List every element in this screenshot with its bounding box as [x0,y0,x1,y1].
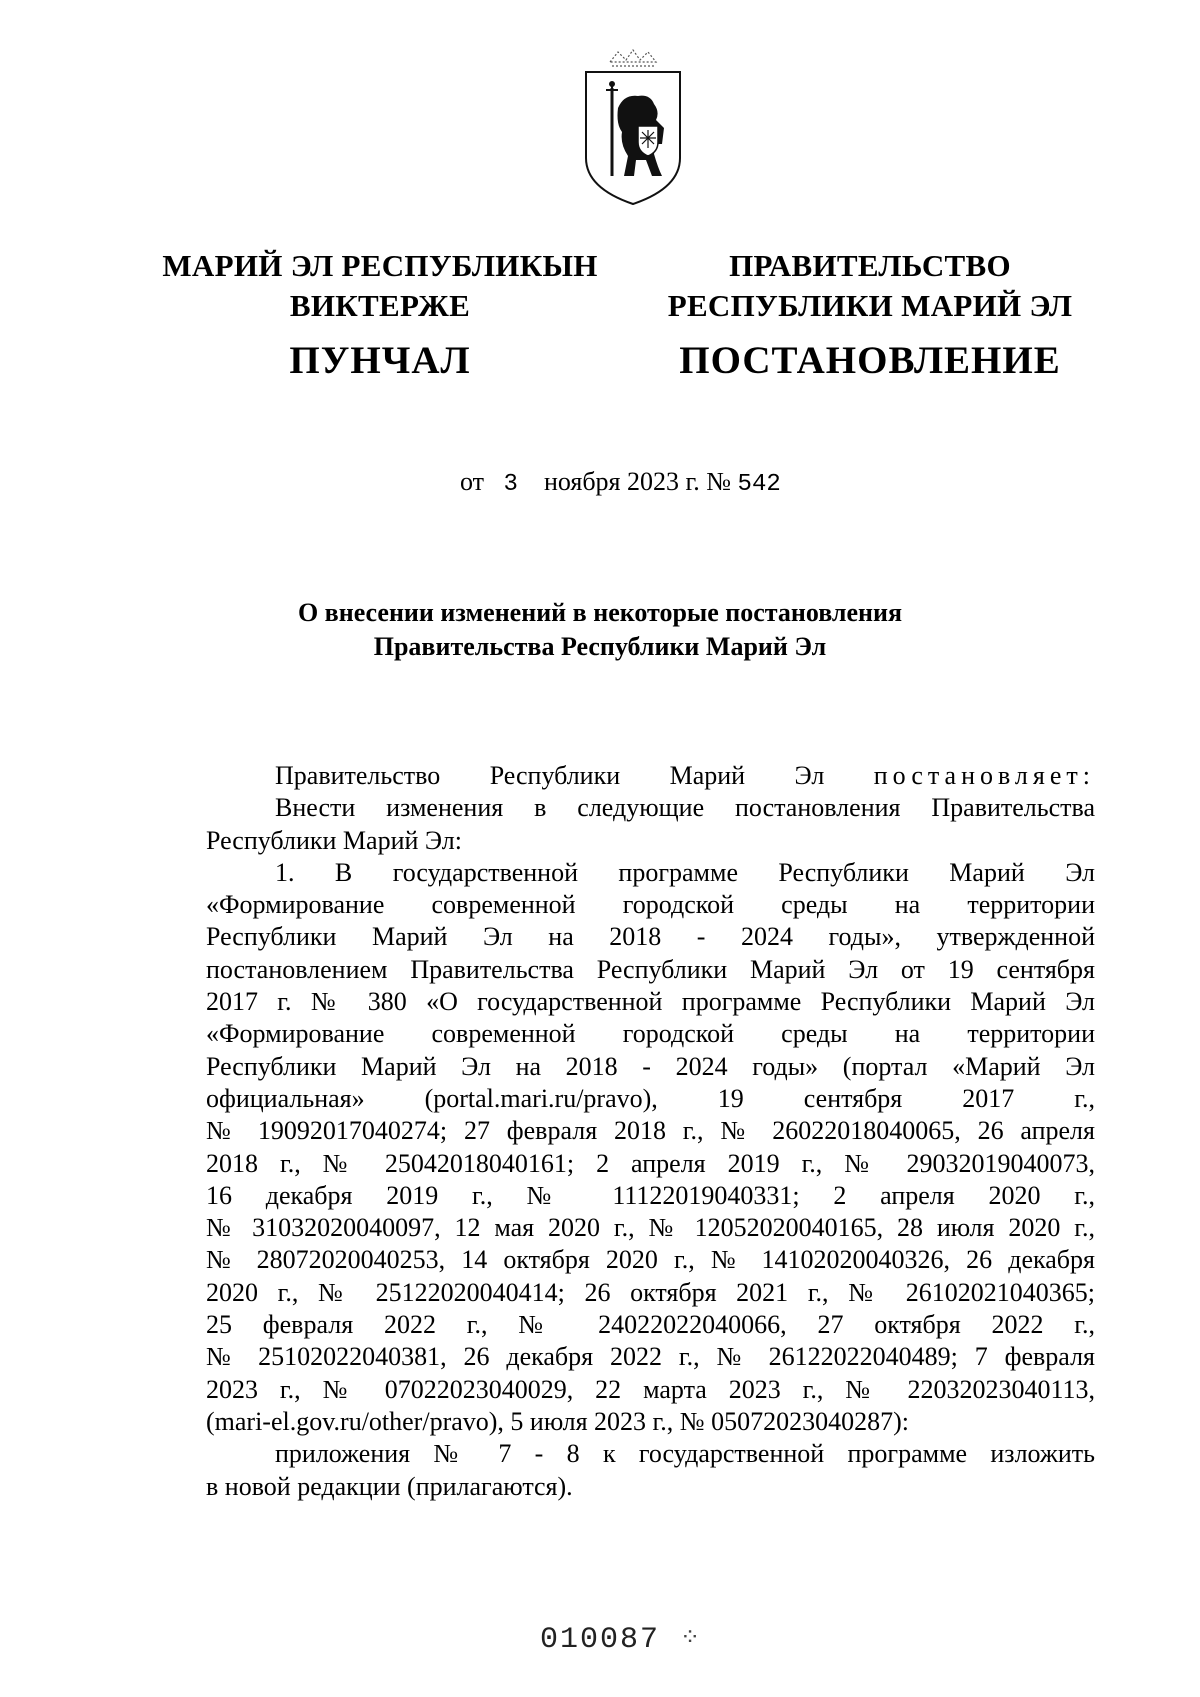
body-line: в новой редакции (прилагаются). [206,1471,573,1501]
stamp-mark-icon: ⁘ [680,1625,701,1651]
coat-of-arms-icon [578,48,688,208]
body-line: № 25102022040381, 26 декабря 2022 г., № 26122022040489; 7 февраля [206,1342,1095,1372]
body-line: 2023 г., № 07022023040029, 22 марта 2023 г., № 22032023040113, [206,1374,1095,1404]
body-line: (mari-el.gov.ru/other/pravo), 5 июля 2023 г., № 05072023040287): [206,1406,909,1436]
header-mari-line2: ВИКТЕРЖЕ [289,288,471,323]
header-russian [660,246,1080,384]
body-line: Республики Марий Эл на 2018 - 2024 годы» (портал «Марий Эл [206,1051,1095,1081]
title-line-2: Правительства Республики Марий Эл [373,632,827,661]
intro-line [206,760,1095,792]
document-title [200,596,1000,664]
body-line: 16 декабря 2019 г., № 11122019040331; 2 апреля 2020 г., [206,1180,1095,1210]
document-body [206,760,1095,1503]
intro-verb: постановляет: [873,761,1095,790]
date-prefix: от [460,467,485,496]
body-line: Республики Марий Эл на 2018 - 2024 годы», утвержденной [206,922,1095,952]
body-line: 2020 г., № 25122020040414; 26 октября 2021 г., № 26102021040365; [206,1277,1095,1307]
body-line: № 19092017040274; 27 февраля 2018 г., № 26022018040065, 26 апреля [206,1116,1095,1146]
header-russian-line1: ПРАВИТЕЛЬСТВО [729,248,1011,283]
header-mari-line1: МАРИЙ ЭЛ РЕСПУБЛИКЫН [162,248,598,283]
body-line: «Формирование современной городской среды на территории [206,890,1095,920]
header-mari-doc-type: ПУНЧАЛ [289,339,471,382]
body-line: № 28072020040253, 14 октября 2020 г., № 14102020040326, 26 декабря [206,1245,1095,1275]
body-line: 1. В государственной программе Республики Марий Эл [275,857,1095,887]
body-line: Внести изменения в следующие постановления Правительства [275,793,1095,823]
body-line: 2017 г. № 380 «О государственной программе Республики Марий Эл [206,987,1095,1017]
body-line: № 31032020040097, 12 мая 2020 г., № 12052020040165, 28 июля 2020 г., [206,1213,1095,1243]
body-line: 2018 г., № 25042018040161; 2 апреля 2019 г., № 29032019040073, [206,1148,1095,1178]
body-line: «Формирование современной городской среды на территории [206,1019,1095,1049]
body-line: постановлением Правительства Республики Марий Эл от 19 сентября [206,954,1095,984]
body-line: приложения № 7 - 8 к государственной программе изложить [275,1439,1095,1469]
intro-subject: Правительство Республики Марий Эл [275,761,825,790]
date-month-year: ноября 2023 г. № [543,467,732,496]
header-russian-line2: РЕСПУБЛИКИ МАРИЙ ЭЛ [667,288,1073,323]
title-line-1: О внесении изменений в некоторые постановления [297,598,903,627]
serial-number: 010087 [540,1623,661,1657]
date-day: 3 [503,471,518,498]
document-number: 542 [737,471,781,498]
header-russian-doc-type: ПОСТАНОВЛЕНИЕ [679,339,1061,382]
header-mari [150,246,610,384]
body-line: Республики Марий Эл: [206,825,462,855]
date-line [460,467,781,498]
body-line: официальная» (portal.mari.ru/pravo), 19 сентября 2017 г., [206,1083,1095,1113]
body-line: 25 февраля 2022 г., № 24022022040066, 27 октября 2022 г., [206,1310,1095,1340]
